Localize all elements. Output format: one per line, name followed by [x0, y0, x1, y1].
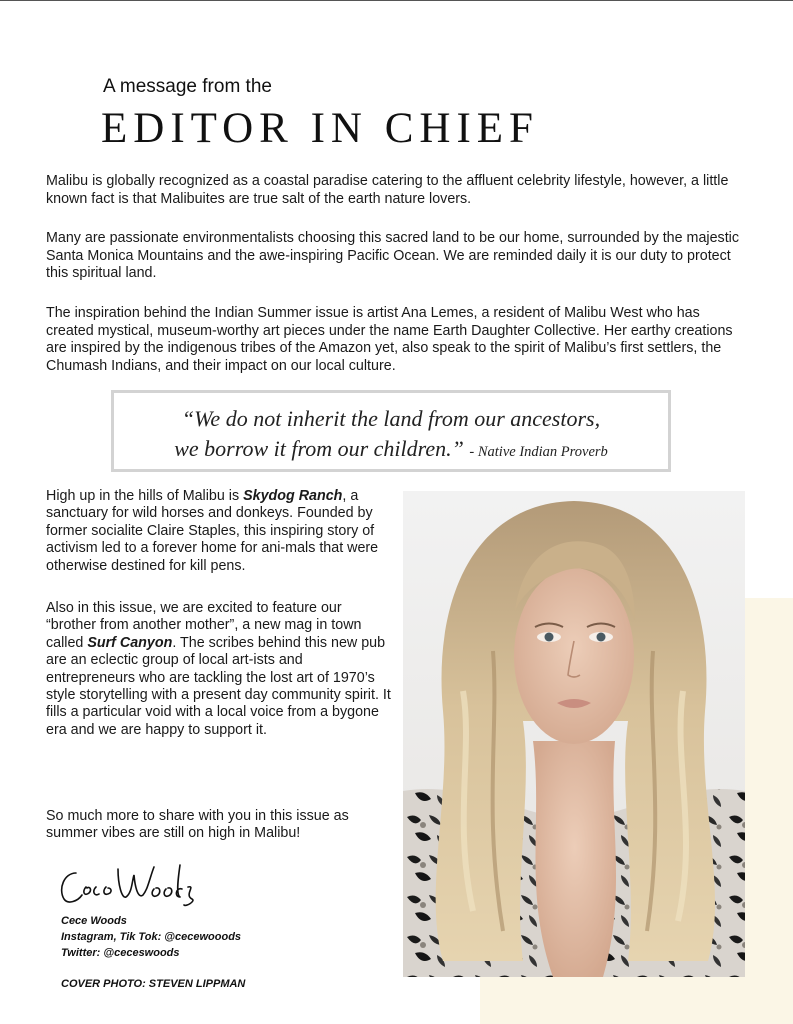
column-paragraph-3: So much more to share with you in this issue as summer vibes are still on high in Malibu! [46, 808, 349, 842]
pull-quote [111, 390, 671, 472]
quote-line-2 [114, 434, 668, 467]
quote-line-2-text: we borrow it from our children.” [174, 436, 464, 461]
signature [56, 855, 206, 915]
signature-text: Cece Woods [56, 855, 62, 856]
quote-attribution: - Native Indian Proverb [469, 444, 608, 460]
intro-paragraph-3: The inspiration behind the Indian Summer issue is artist Ana Lemes, a resident of Malibu West who has created mystical, museum-worthy art pieces under the name Earth Daughter Collective. Her earthy creations are inspired by the indigenous tribes of the Amazon yet, also speak to the spirit of Malibu’s first settlers, the Chumash Indians, and their impact on our local culture. [46, 305, 733, 374]
kicker: A message from the [103, 76, 272, 97]
author-social-twitter: Twitter: @ceceswoods [61, 947, 180, 959]
page-title: EDITOR IN CHIEF [101, 105, 539, 152]
quote-line-1: “We do not inherit the land from our ancestors, [181, 406, 601, 431]
editor-portrait-photo [403, 491, 745, 977]
cover-photo-credit: COVER PHOTO: STEVEN LIPPMAN [61, 978, 246, 990]
author-social-instagram: Instagram, Tik Tok: @cecewooods [61, 931, 242, 943]
c2-text-b: . The scribes behind this new pub are an eclectic group of local art-ists and entrepreneurs who are tackling the lost art of 1970’s style storytelling with a present day community spirit. It fills a particular void with a local voice from a bygone era and we are happy to support it. [46, 634, 391, 738]
intro-paragraph-1: Malibu is globally recognized as a coastal paradise catering to the affluent celebrity lifestyle, however, a little known fact is that Malibuites are true salt of the earth nature lovers. [46, 173, 729, 207]
column-paragraph-1 [46, 488, 391, 575]
intro-paragraph-2: Many are passionate environmentalists choosing this sacred land to be our home, surrounded by the majestic Santa Monica Mountains and the awe-inspiring Pacific Ocean. We are reminded daily it is our duty to protect this spiritual land. [46, 230, 739, 282]
column-paragraph-2 [46, 600, 391, 739]
skydog-ranch-emphasis: Skydog Ranch [243, 488, 343, 504]
top-rule [0, 0, 793, 1]
c1-text-a: High up in the hills of Malibu is [46, 488, 244, 504]
author-name: Cece Woods [61, 915, 127, 927]
surf-canyon-emphasis: Surf Canyon [87, 634, 173, 651]
c1-text-b: , a sanctuary for wild horses and donkeys. Founded by former socialite Claire Staples, this inspiring story of activism led to a forever home for ani-mals that were otherwise destined for kill pens. [46, 488, 379, 574]
c2-text-a: Also in this issue, we are excited to feature our “brother from another mother”, a new mag in town called [46, 600, 362, 651]
